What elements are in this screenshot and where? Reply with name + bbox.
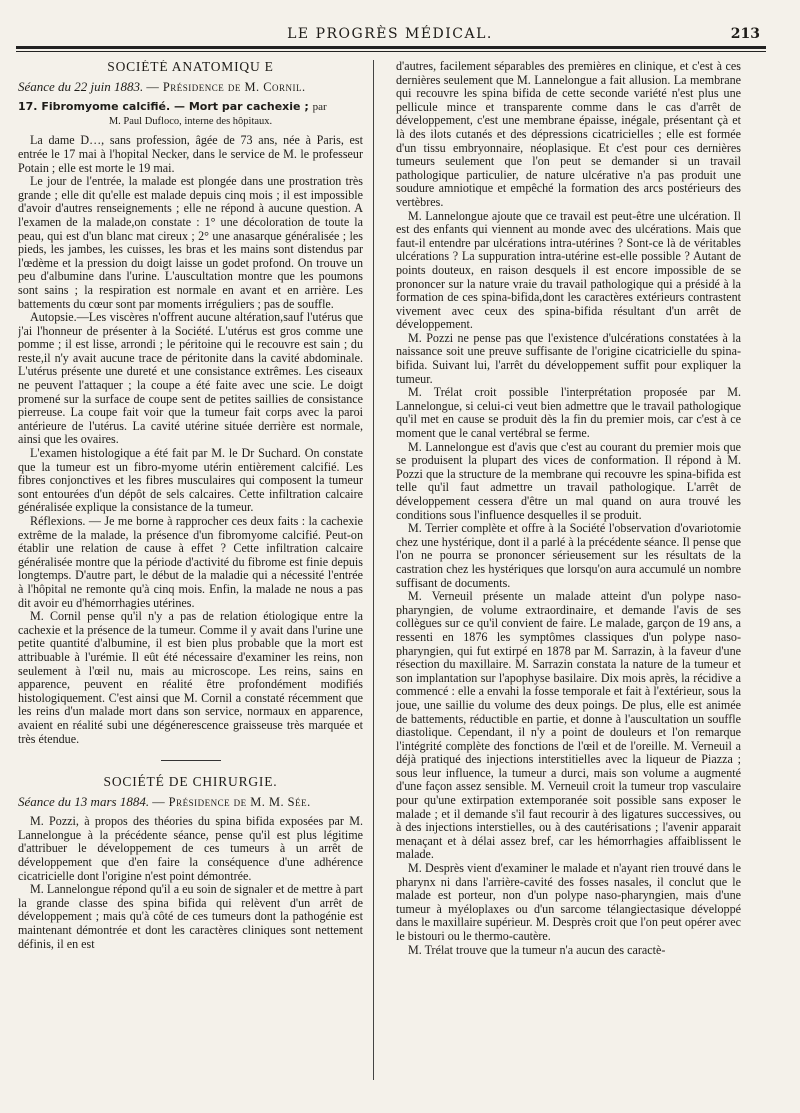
page-number: 213 — [730, 26, 760, 42]
paragraph: L'examen histologique a été fait par M. le Dr Suchard. On constate que la tumeur est un fibro-myome utérin entièrement calcifié. Les fibres conjonctives et les fibres musculaires qui composent la tumeur sont entourées d'un dépôt de sels calcaires. Cette infiltration calcaire généralisée explique la consistance de la tumeur. — [18, 446, 363, 515]
session-date: Séance du 22 juin 1883. — [18, 78, 144, 94]
journal-title: LE PROGRÈS MÉDICAL. — [287, 26, 493, 42]
paragraph: M. Verneuil présente un malade atteint d'un polype naso-pharyngien, de volume extraordinaire, et demande l'avis de ses collègues sur ce qu'il convient de faire. Le malade, garçon de 19 ans, a ressenti en 1876 les symptômes classiques d'un polype naso-pharyngien, qui fut extirpé en 1878 par M. Sarrazin, à la faveur d'une résection du maxillaire. M. Sarrazin constata la nature de la tumeur et son implantation sur l'apophyse basilaire. Dix mois après, la récidive a commencé : elle a envahi la fosse temporale et fait à l'extérieur, sous la joue, une saillie du volume des deux poings. De plus, elle est animée de battements, réductible en partie, et donne à l'auscultation un souffle diastolique. Cependant, il n'y a point de douleurs et l'on remarque l'intégrité complète des fonctions de l'œil et de l'oreille. M. Verneuil a déjà pratiqué des injections interstitielles avec la liqueur de Piazza ; sous leur influence, la tumeur a durci, mais son volume a augmenté d'une façon assez sensible. M. Verneuil croit la tumeur trop vasculaire pour qu'une extirpation extemporanée soit possible sans exposer le malade ; et il demande s'il faut recourir à des ligatures successives, ou à des injections interstielles, ou à des cautérisations ; l'avenir apparait menaçant et à délai assez bref, car les hémorrhagies affaiblissent le malade. — [396, 589, 741, 862]
left-column — [18, 60, 363, 1100]
session-heading — [18, 80, 363, 95]
paragraph: M. Desprès vient d'examiner le malade et n'ayant rien trouvé dans le pharynx ni dans l'arrière-cavité des fosses nasales, il conclut que le malade est porteur, non d'un polype naso-pharyngien, mais d'une tumeur à myéloplaxes ou d'un sarcome télangiectasique développé dans le maxillaire supérieur. M. Desprès croit que l'on peut opérer avec le bistouri ou le thermo-cautère. — [396, 861, 741, 943]
paragraph: M. Lannelongue ajoute que ce travail est peut-être une ulcération. Il est des enfants qui viennent au monde avec des ulcérations. Mais que faut-il entendre par ulcérations intra-utérines ? Sont-ce là de véritables ulcérations ? La suppuration intra-utérine est-elle possible ? Autant de points douteux, en raison desquels il est encore impossible de se prononcer sur la nature vraie du travail pathologique qui a présidé à la formation de ces spina-bifida,dont les caractères extérieurs contrastent vivement avec ceux des spina-bifida résultant d'un arrêt de développement. — [396, 208, 741, 332]
paragraph: Le jour de l'entrée, la malade est plongée dans une prostration très grande ; elle dit qu'elle est malade depuis cinq mois ; il est impossible d'avoir d'autres renseignements ; elle ne répond à aucune question. A l'examen de la malade,on constate : 1° une décoloration de toute la peau, qui est d'un blanc mat cireux ; 2° une anasarque généralisée ; les pieds, les jambes, les cuisses, les bras et les mains sont distendus par l'œdème et la pression du doigt laisse un godet profond. On trouve un peu d'albumine dans l'urine. L'auscultation montre que les poumons sont sains ; la respiration est normale en avant et en arrière. Les battements du cœur sont par moments irréguliers ; pas de souffle. — [18, 174, 363, 311]
header-rule-thick — [16, 46, 766, 49]
paragraph: La dame D…, sans profession, âgée de 73 ans, née à Paris, est entrée le 17 mai à l'hopital Necker, dans le service de M. le professeur Potain ; elle est morte le 19 mai. — [18, 133, 363, 175]
paragraph: d'autres, facilement séparables des premières en clinique, et c'est à ces dernières seulement que M. Lannelongue a fait allusion. La membrane qui recouvre les spina bifida de cette seconde variété n'est plus une pellicule mince et transparente comme dans le cas d'arrêt de développement, c'est une membrane épaisse, inégale, présentant çà et là des ilots cutanés et des dépressions cicatricielles ; elle est formée d'un tissu embryonnaire, néoplasique. Et c'est pour ces dernières tumeurs seulement que l'on peut se demander si un travail pathologique particulier, de nature ulcérative n'a pas produit une soudure amniotique et empêché la formation des arcs postérieurs des vertèbres. — [396, 60, 741, 209]
session-presidency: — Présidence de M. Cornil. — [146, 79, 306, 94]
section-separator — [161, 760, 221, 761]
header-rule-thin — [16, 51, 766, 52]
session-date: Séance du 13 mars 1884. — [18, 793, 150, 809]
article-title — [18, 100, 363, 115]
paragraph: M. Lannelongue répond qu'il a eu soin de signaler et de mettre à part la grande classe des spina bifida qui relèvent d'un arrêt de développement ; mais qu'à côté de ces tumeurs dont la pathogénie est maintenant démontrée et dont les caractères cliniques sont nettement définis, il en est — [18, 882, 363, 951]
page-header — [20, 24, 760, 48]
section-title-anatomique: SOCIÉTÉ ANATOMIQU E — [107, 60, 274, 74]
right-column — [396, 60, 741, 1100]
session-presidency: — Présidence de M. M. Sée. — [152, 794, 311, 809]
paragraph: M. Pozzi ne pense pas que l'existence d'ulcérations constatées à la naissance soit une preuve suffisante de l'origine cicatricielle du spina-bifida. Suivant lui, l'arrêt du développement suffit pour expliquer la tumeur. — [396, 330, 741, 386]
paragraph: M. Trélat croit possible l'interprétation proposée par M. Lannelongue, si celui-ci veut bien admettre que le travail pathologique qu'il met en cause se produit dès la fin du premier mois, car c'est à ce moment que le canal vertébral se ferme. — [396, 385, 741, 441]
session-heading — [18, 795, 363, 810]
paragraph: M. Terrier complète et offre à la Société l'observation d'ovariotomie chez une hystérique, dont il a parlé à la précédente séance. Il pense que l'on ne pourra se prononcer sérieusement sur les résultats de la castration chez les hystériques que lorsqu'on aura accumulé un nombre suffisant de documents. — [396, 521, 741, 590]
paragraph: M. Pozzi, à propos des théories du spina bifida exposées par M. Lannelongue à la précédente séance, pense qu'il est plus légitime d'attribuer le développement de ces tumeurs à un arrêt de développement que d'en faire la conséquence d'une adhérence cicatricielle dont l'origine n'est point démontrée. — [18, 814, 363, 883]
section-title-chirurgie: SOCIÉTÉ DE CHIRURGIE. — [103, 774, 278, 790]
paragraph: Autopsie.—Les viscères n'offrent aucune altération,sauf l'utérus que j'ai l'honneur de présenter à la Société. L'utérus est gros comme une pomme ; il est lisse, arrondi ; le péritoine qui le recouvre est sain ; du reste,il n'y avait aucune trace de péritonite dans la cavité abdominale. L'utérus présente une dureté et une consistance extrêmes. Les ciseaux ne peuvent l'attaquer ; la coupe a été faite avec une scie. Le doigt promené sur la surface de coupe sent de petites saillies de consistance pierreuse. La coupe fait voir que la tumeur fait corps avec la paroi antérieure de l'utérus. La cavité utérine située derrière est normale, ainsi que les ovaires. — [18, 310, 363, 447]
paragraph: M. Trélat trouve que la tumeur n'a aucun des caractè- — [408, 942, 666, 957]
paragraph: M. Lannelongue est d'avis que c'est au courant du premier mois que se produisent la plupart des vices de conformation. Il répond à M. Pozzi que la structure de la membrane qui recouvre les spina-bifida est telle qu'il faut admettre un travail pathologique. L'arrêt de développement cessera d'être un mal quand on aura trouvé les conditions sous l'influence desquelles il se produit. — [396, 439, 741, 522]
article-author: M. Paul Dufloco, interne des hôpitaux. — [108, 115, 273, 127]
paragraph: M. Cornil pense qu'il n'y a pas de relation étiologique entre la cachexie et la présence de la tumeur. Comme il y avait dans l'urine une petite quantité d'albumine, il est bien plus probable que la mort est attribuable à l'urémie. Il eût été nécessaire d'examiner les reins, non seulement à l'œil nu, mais au microscope. Les reins, sains en apparence, peuvent en réalité être profondément modifiés histologiquement. C'est ainsi que M. Cornil a constaté récemment que les reins d'un malade mort dans son service, normaux en apparence, avaient en réalité subi une dégénerescence graisseuse très marquée et très étendue. — [18, 609, 363, 746]
paragraph: Réflexions. — Je me borne à rapprocher ces deux faits : la cachexie extrême de la malade, la présence d'un fibromyome calcifié. Peut-on établir une relation de cause à effet ? Cette infiltration calcaire généralisée montre que la période d'activité du fibrome est finie depuis longtemps. D'autre part, le début de la maladie qui a nécessité l'entrée à l'hôpital ne remonte qu'à cinq mois. Enfin, la malade ne nous a pas dit avoir eu d'hémorrhagies utérines. — [18, 514, 363, 610]
column-divider — [373, 60, 374, 1080]
article-title-text: 17. Fibromyome calcifié. — Mort par cachexie ; — [18, 100, 309, 114]
article-by: par — [312, 101, 327, 114]
